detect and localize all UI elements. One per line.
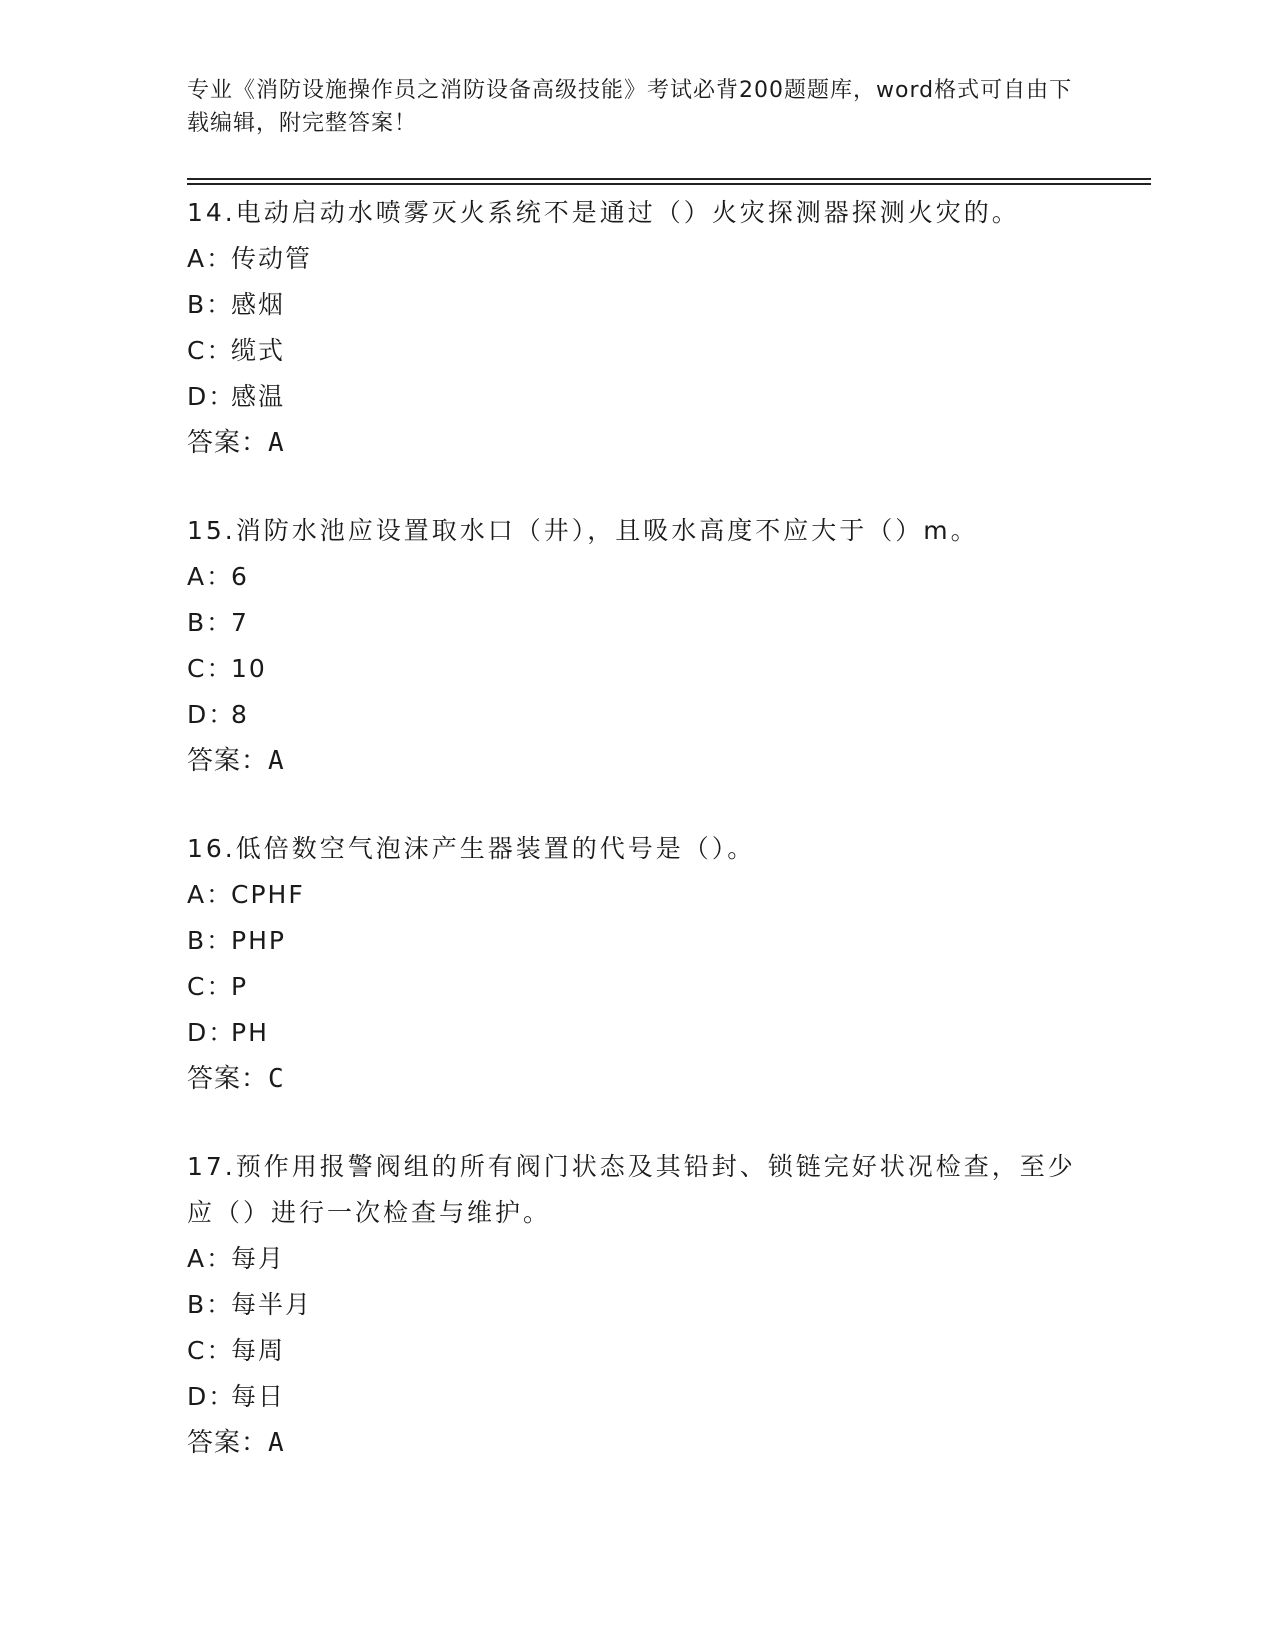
option-c bbox=[187, 964, 1087, 1010]
question-16 bbox=[187, 826, 1087, 1102]
option-a bbox=[187, 1236, 1087, 1282]
option-d bbox=[187, 374, 1087, 420]
question-body: 预作用报警阀组的所有阀门状态及其铅封、锁链完好状况检查，至少应（）进行一次检查与维护。 bbox=[187, 1152, 1076, 1227]
answer-value: A bbox=[268, 746, 284, 776]
answer-label: 答案： bbox=[187, 1428, 269, 1458]
answer-label: 答案： bbox=[187, 746, 269, 776]
option-b bbox=[187, 1282, 1087, 1328]
option-letter: A： bbox=[187, 1244, 234, 1273]
option-text: PHP bbox=[231, 926, 286, 955]
answer-label: 答案： bbox=[187, 428, 269, 458]
option-letter: D： bbox=[187, 382, 236, 411]
option-text: 传动管 bbox=[231, 244, 313, 273]
option-letter: C： bbox=[187, 336, 234, 365]
question-text bbox=[187, 1144, 1087, 1236]
question-14 bbox=[187, 190, 1087, 466]
option-a bbox=[187, 872, 1087, 918]
option-text: 6 bbox=[231, 562, 249, 591]
option-b bbox=[187, 282, 1087, 328]
option-letter: B： bbox=[187, 1290, 234, 1319]
question-number: 16. bbox=[187, 834, 236, 863]
option-text: 缆式 bbox=[231, 336, 286, 365]
header-divider-bottom bbox=[187, 183, 1151, 185]
option-d bbox=[187, 1010, 1087, 1056]
option-text: 7 bbox=[231, 608, 249, 637]
question-17 bbox=[187, 1144, 1087, 1466]
option-letter: A： bbox=[187, 880, 234, 909]
header-divider-top bbox=[187, 178, 1151, 180]
option-letter: A： bbox=[187, 562, 234, 591]
option-letter: D： bbox=[187, 1382, 236, 1411]
option-letter: D： bbox=[187, 1018, 236, 1047]
option-letter: C： bbox=[187, 654, 234, 683]
option-letter: A： bbox=[187, 244, 234, 273]
option-letter: C： bbox=[187, 1336, 234, 1365]
answer-value: C bbox=[268, 1064, 284, 1094]
answer bbox=[187, 738, 1087, 784]
option-b bbox=[187, 600, 1087, 646]
option-text: 8 bbox=[231, 700, 249, 729]
question-text bbox=[187, 190, 1087, 236]
option-text: 每日 bbox=[231, 1382, 286, 1411]
option-letter: B： bbox=[187, 290, 234, 319]
option-text: 每周 bbox=[231, 1336, 286, 1365]
option-c bbox=[187, 328, 1087, 374]
option-d bbox=[187, 1374, 1087, 1420]
answer-value: A bbox=[268, 428, 284, 458]
option-text: P bbox=[231, 972, 249, 1001]
option-text: 感烟 bbox=[231, 290, 286, 319]
option-letter: D： bbox=[187, 700, 236, 729]
answer bbox=[187, 1420, 1087, 1466]
option-letter: B： bbox=[187, 608, 234, 637]
option-a bbox=[187, 554, 1087, 600]
option-a bbox=[187, 236, 1087, 282]
question-15 bbox=[187, 508, 1087, 784]
question-body: 消防水池应设置取水口（井），且吸水高度不应大于（）m。 bbox=[235, 516, 979, 545]
question-body: 低倍数空气泡沫产生器装置的代号是（）。 bbox=[235, 834, 756, 863]
option-letter: B： bbox=[187, 926, 234, 955]
answer bbox=[187, 1056, 1087, 1102]
option-d bbox=[187, 692, 1087, 738]
answer-label: 答案： bbox=[187, 1064, 269, 1094]
answer bbox=[187, 420, 1087, 466]
option-text: 10 bbox=[231, 654, 267, 683]
option-text: PH bbox=[231, 1018, 269, 1047]
question-text bbox=[187, 826, 1087, 872]
question-number: 17. bbox=[187, 1152, 236, 1181]
option-text: CPHF bbox=[231, 880, 305, 909]
option-text: 每月 bbox=[231, 1244, 286, 1273]
option-letter: C： bbox=[187, 972, 234, 1001]
option-c bbox=[187, 646, 1087, 692]
document-intro: 专业《消防设施操作员之消防设备高级技能》考试必背200题题库，word格式可自由下载编辑，附完整答案！ bbox=[187, 78, 1073, 136]
option-text: 感温 bbox=[231, 382, 286, 411]
question-number: 15. bbox=[187, 516, 236, 545]
option-text: 每半月 bbox=[231, 1290, 313, 1319]
question-body: 电动启动水喷雾灭火系统不是通过（）火灾探测器探测火灾的。 bbox=[235, 198, 1020, 227]
answer-value: A bbox=[268, 1428, 284, 1458]
option-c bbox=[187, 1328, 1087, 1374]
question-list bbox=[187, 190, 1087, 1508]
question-text bbox=[187, 508, 1087, 554]
question-number: 14. bbox=[187, 198, 236, 227]
option-b bbox=[187, 918, 1087, 964]
